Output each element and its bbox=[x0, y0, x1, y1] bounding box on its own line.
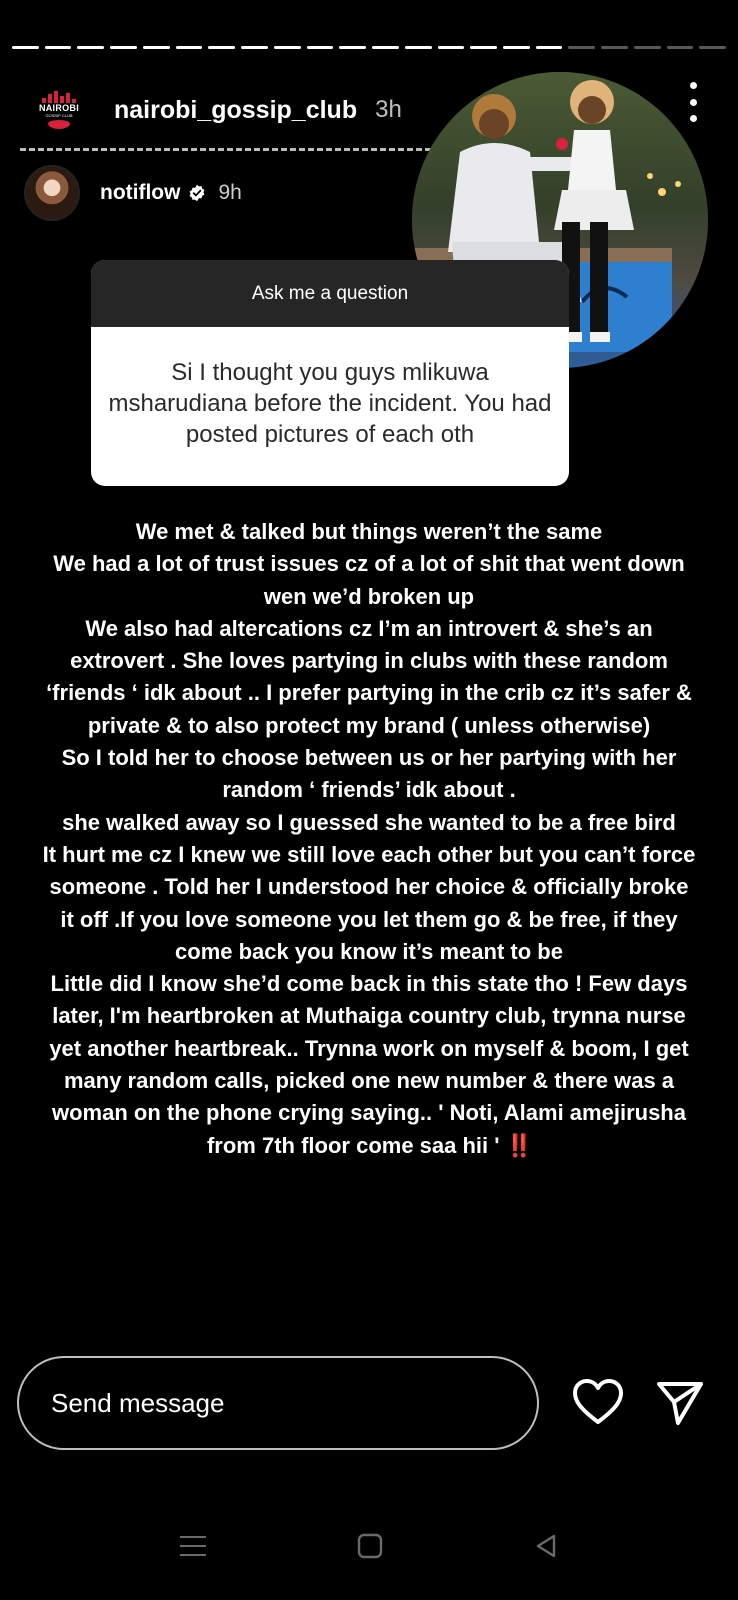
story-caption bbox=[40, 516, 698, 1162]
story-progress-fill bbox=[536, 46, 563, 49]
story-progress-fill bbox=[12, 46, 39, 49]
story-progress-fill bbox=[208, 46, 235, 49]
story-progress-fill bbox=[110, 46, 137, 49]
story-caption-text: We met & talked but things weren’t the same We had a lot of trust issues cz of a lot of shit that went down wen we’d broken up We also had altercations cz I’m an introvert & she’s an extrovert . She loves partying in clubs with these random ‘friends ‘ idk about .. I prefer partying in the crib cz it’s safer & private & to also protect my brand ( unless otherwise) So I told her to choose between us or her partying with her random ‘ friends’ idk about . she walked away so I guessed she wanted to be a free bird It hurt me cz I knew we still love each other but you can’t force someone . Told her I understood her choice & officially broke it off .If you love someone you let them go & be free, if they come back you know it’s meant to be Little did I know she’d come back in this state tho ! Few days later, I'm heartbroken at Muthaiga country club, trynna nurse yet another heartbreak.. Trynna work on myself & boom, I get many random calls, picked one new number & there was a woman on the phone crying saying.. ' Noti, Alami amejirusha from 7th floor come saa hii ' bbox=[42, 519, 696, 1158]
logo-text: NAIROBI bbox=[38, 103, 80, 113]
story-progress-segment bbox=[110, 46, 137, 49]
story-progress-segment bbox=[536, 46, 563, 49]
verified-badge-icon bbox=[188, 184, 206, 202]
more-vertical-icon[interactable] bbox=[688, 82, 698, 122]
story-progress-fill bbox=[307, 46, 334, 49]
story-progress-segment bbox=[601, 46, 628, 49]
story-progress-fill bbox=[241, 46, 268, 49]
reshared-time: 9h bbox=[218, 181, 242, 204]
heart-icon[interactable] bbox=[572, 1378, 624, 1426]
home-square-icon[interactable] bbox=[356, 1532, 384, 1560]
story-progress-bar bbox=[12, 46, 726, 50]
reshared-avatar[interactable] bbox=[24, 165, 80, 221]
system-nav-bar bbox=[0, 1510, 738, 1600]
story-progress-fill bbox=[77, 46, 104, 49]
question-text: Si I thought you guys mlikuwa msharudiana before the incident. You had posted pictures of each oth bbox=[108, 359, 552, 448]
story-progress-segment bbox=[372, 46, 399, 49]
story-progress-fill bbox=[438, 46, 465, 49]
story-progress-fill bbox=[274, 46, 301, 49]
story-progress-segment bbox=[208, 46, 235, 49]
story-progress-fill bbox=[405, 46, 432, 49]
back-triangle-icon[interactable] bbox=[532, 1532, 560, 1560]
send-message-input[interactable] bbox=[17, 1356, 539, 1450]
story-progress-fill bbox=[503, 46, 530, 49]
story-progress-segment bbox=[405, 46, 432, 49]
reshare-divider bbox=[20, 148, 440, 151]
reshared-username[interactable]: notiflow bbox=[100, 181, 181, 204]
story-progress-segment bbox=[634, 46, 661, 49]
story-progress-segment bbox=[568, 46, 595, 49]
story-progress-fill bbox=[45, 46, 72, 49]
reshared-author[interactable] bbox=[24, 165, 242, 221]
logo-subtext: GOSSIP CLUB bbox=[45, 113, 73, 118]
story-progress-segment bbox=[339, 46, 366, 49]
story-progress-segment bbox=[77, 46, 104, 49]
story-progress-segment bbox=[307, 46, 334, 49]
story-progress-fill bbox=[339, 46, 366, 49]
skyline-icon bbox=[37, 91, 81, 103]
double-exclamation-icon: ‼️ bbox=[505, 1132, 532, 1158]
story-progress-fill bbox=[176, 46, 203, 49]
story-progress-fill bbox=[470, 46, 497, 49]
post-time: 3h bbox=[375, 96, 402, 123]
menu-icon[interactable] bbox=[178, 1534, 208, 1558]
story-progress-segment bbox=[503, 46, 530, 49]
send-icon[interactable] bbox=[656, 1380, 704, 1426]
story-progress-segment bbox=[438, 46, 465, 49]
story-progress-segment bbox=[274, 46, 301, 49]
story-progress-segment bbox=[45, 46, 72, 49]
story-progress-segment bbox=[143, 46, 170, 49]
lips-icon bbox=[48, 120, 70, 129]
question-title: Ask me a question bbox=[91, 260, 569, 327]
story-progress-segment bbox=[667, 46, 694, 49]
question-sticker[interactable] bbox=[91, 260, 569, 486]
account-username[interactable]: nairobi_gossip_club bbox=[114, 95, 358, 124]
send-message-placeholder: Send message bbox=[51, 1387, 225, 1418]
story-progress-segment bbox=[241, 46, 268, 49]
story-progress-fill bbox=[372, 46, 399, 49]
story-progress-segment bbox=[699, 46, 726, 49]
account-avatar-logo[interactable] bbox=[30, 81, 88, 139]
story-progress-segment bbox=[176, 46, 203, 49]
story-progress-fill bbox=[143, 46, 170, 49]
story-progress-segment bbox=[12, 46, 39, 49]
story-progress-segment bbox=[470, 46, 497, 49]
